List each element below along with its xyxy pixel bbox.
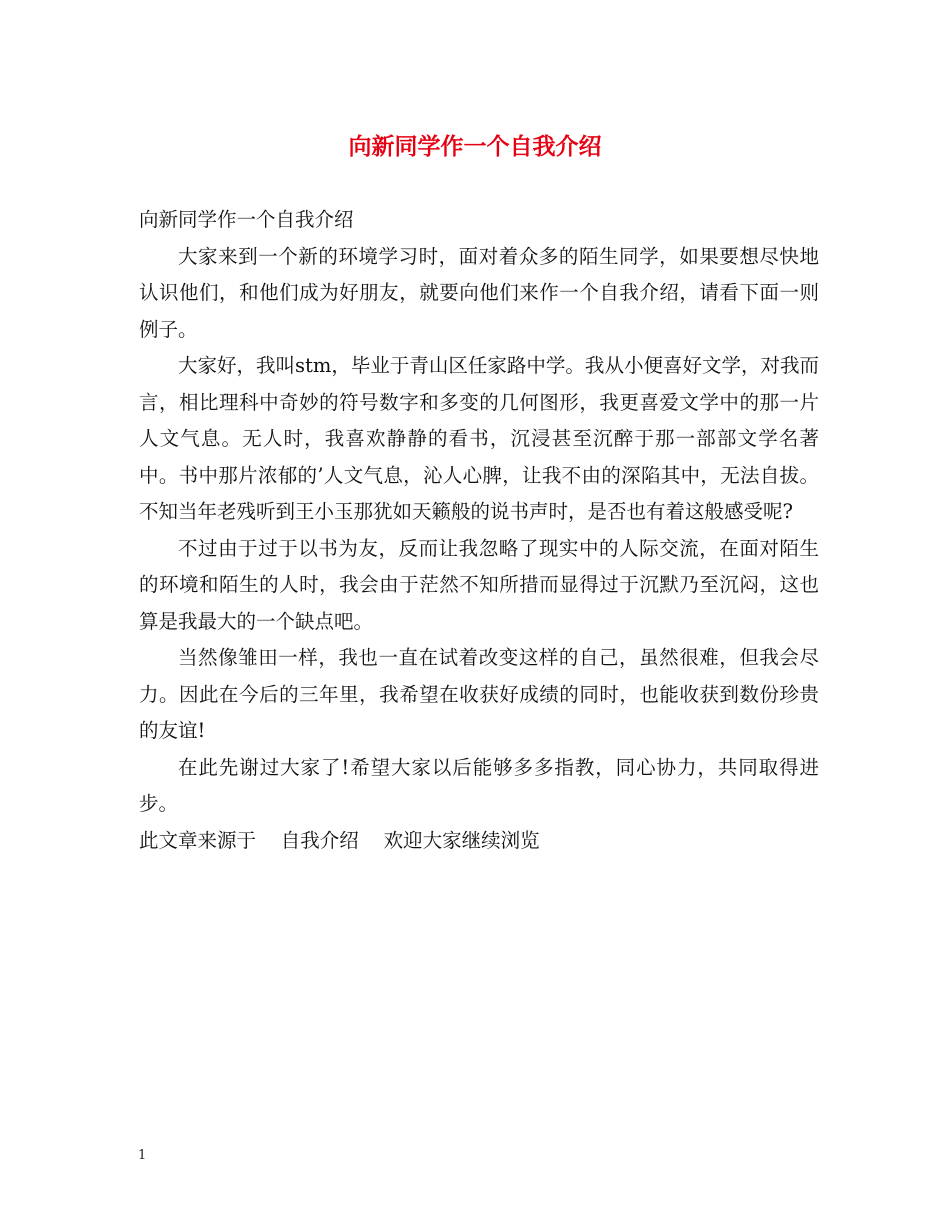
paragraph-weakness: 不过由于过于以书为友，反而让我忽略了现实中的人际交流，在面对陌生的环境和陌生的人时，我会由于茫然不知所措而显得过于沉默乃至沉闷，这也算是我最大的一个缺点吧。	[139, 536, 819, 633]
paragraph-thanks: 在此先谢过大家了!希望大家以后能够多多指教，同心协力，共同取得进步。	[139, 755, 819, 815]
paragraph-resolution: 当然像雏田一样，我也一直在试着改变这样的自己，虽然很难，但我会尽力。因此在今后的三年里，我希望在收获好成绩的同时，也能收获到数份珍贵的友谊!	[139, 646, 819, 742]
body-heading: 向新同学作一个自我介绍	[139, 208, 354, 231]
page-number: 1	[138, 1148, 147, 1163]
document-title: 向新同学作一个自我介绍	[348, 134, 602, 160]
paragraph-intro: 大家来到一个新的环境学习时，面对着众多的陌生同学，如果要想尽快地认识他们，和他们成为好朋友，就要向他们来作一个自我介绍，请看下面一则例子。	[139, 244, 819, 341]
document-body	[139, 202, 819, 859]
paragraph-self-introduction: 大家好，我叫stm，毕业于青山区任家路中学。我从小便喜好文学，对我而言，相比理科中奇妙的符号数字和多变的几何图形，我更喜爱文学中的那一片人文气息。无人时，我喜欢静静的看书，沉浸甚至沉醉于那一部部文学名著中。书中那片浓郁的’人文气息，沁人心脾，让我不由的深陷其中，无法自拔。不知当年老残听到王小玉那犹如天籁般的说书声时，是否也有着这般感受呢?	[139, 354, 819, 523]
source-line: 此文章来源于 自我介绍 欢迎大家继续浏览	[139, 828, 540, 852]
